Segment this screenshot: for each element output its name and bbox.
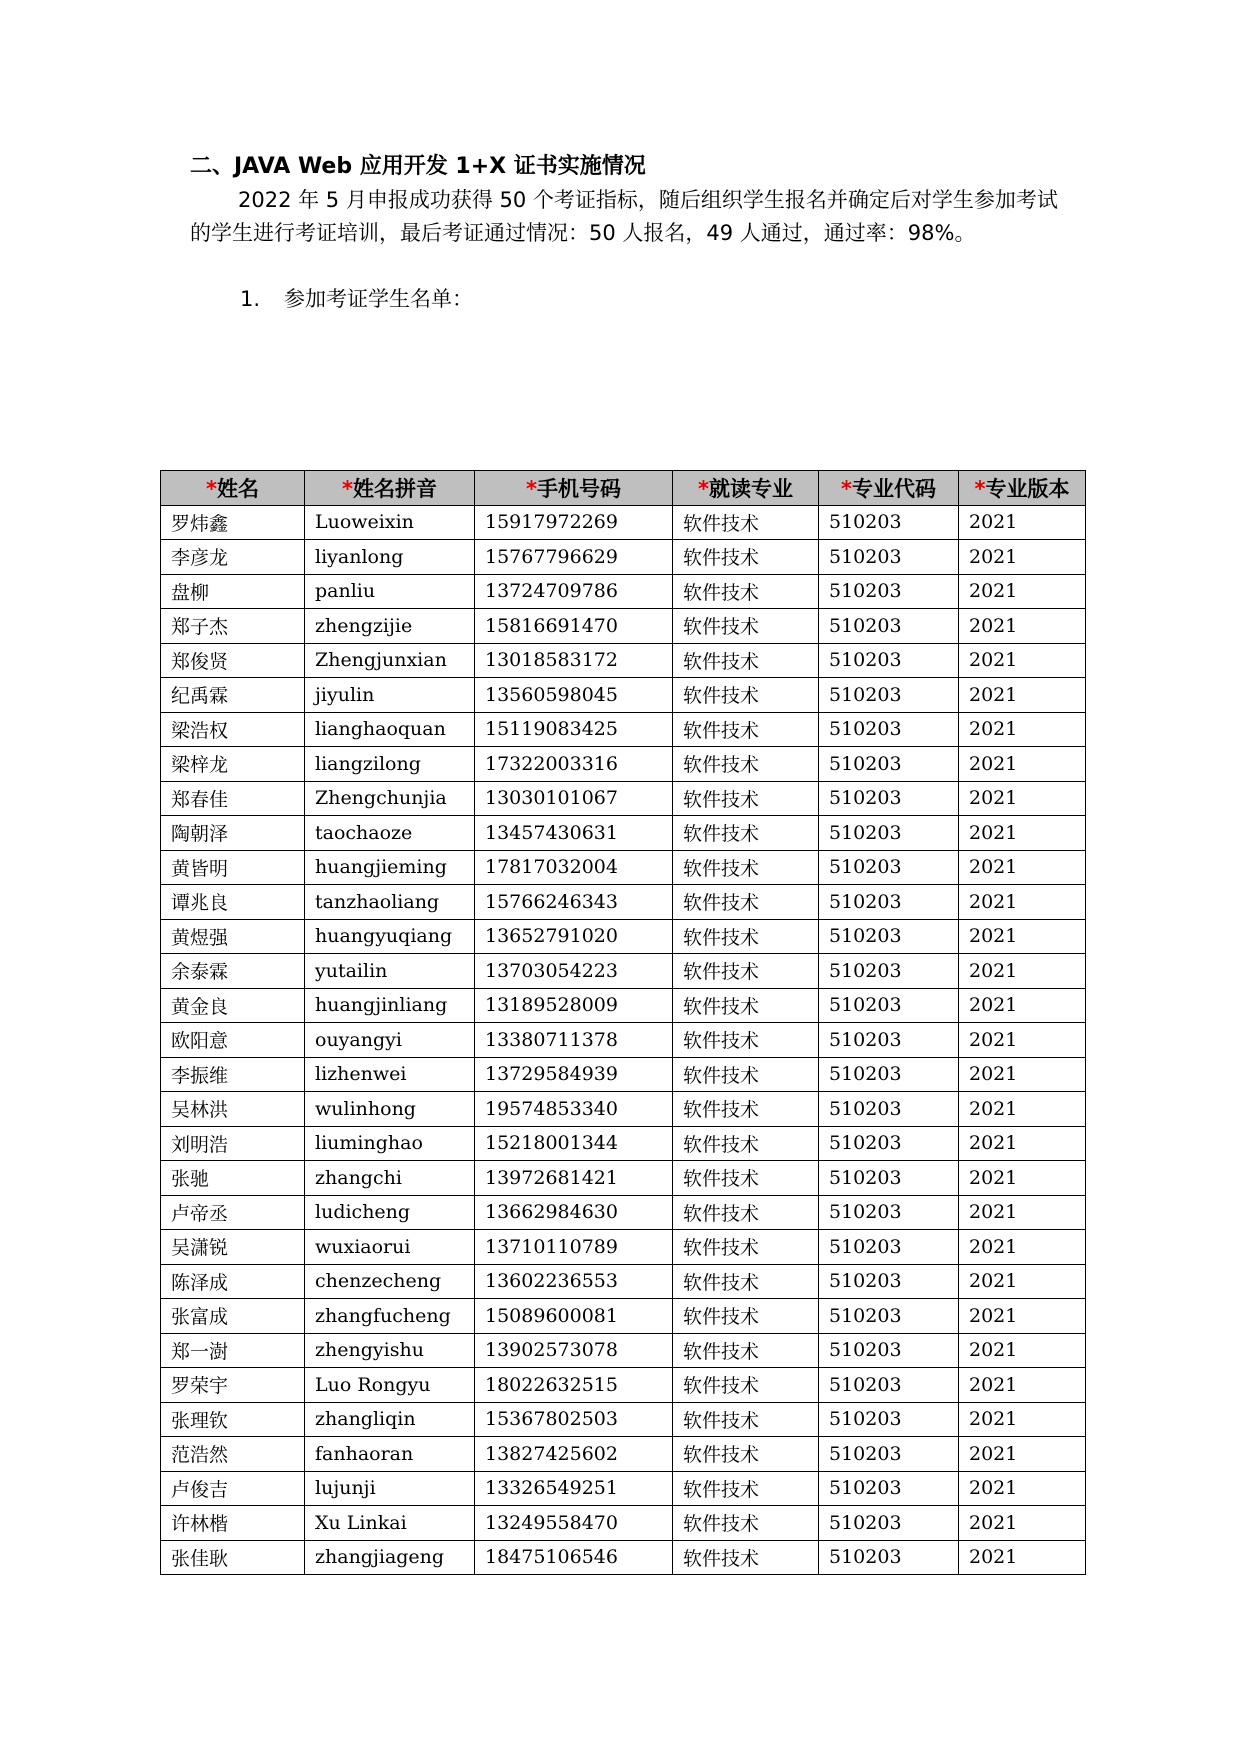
cell-name: 张佳耿 xyxy=(161,1540,305,1575)
cell-phone: 19574853340 xyxy=(475,1092,673,1127)
cell-major: 软件技术 xyxy=(673,781,819,816)
cell-major: 软件技术 xyxy=(673,1023,819,1058)
table-row xyxy=(161,1506,1086,1541)
cell-major-code: 510203 xyxy=(819,1471,959,1506)
cell-name: 许林楷 xyxy=(161,1506,305,1541)
cell-major: 软件技术 xyxy=(673,1092,819,1127)
cell-major: 软件技术 xyxy=(673,1506,819,1541)
cell-phone: 13827425602 xyxy=(475,1437,673,1472)
table-row xyxy=(161,1264,1086,1299)
cell-major-code: 510203 xyxy=(819,954,959,989)
list-item-text: 参加考证学生名单： xyxy=(284,287,473,311)
cell-major-code: 510203 xyxy=(819,540,959,575)
cell-major-code: 510203 xyxy=(819,643,959,678)
cell-name: 张理钦 xyxy=(161,1402,305,1437)
cell-name: 盘柳 xyxy=(161,574,305,609)
cell-phone: 13326549251 xyxy=(475,1471,673,1506)
table-row xyxy=(161,1471,1086,1506)
required-mark: * xyxy=(342,476,353,501)
cell-major-version: 2021 xyxy=(959,1402,1086,1437)
cell-pinyin: taochaoze xyxy=(305,816,475,851)
table-row xyxy=(161,1230,1086,1265)
cell-phone: 18022632515 xyxy=(475,1368,673,1403)
cell-major-version: 2021 xyxy=(959,1092,1086,1127)
cell-major-code: 510203 xyxy=(819,988,959,1023)
cell-major-code: 510203 xyxy=(819,1437,959,1472)
cell-pinyin: chenzecheng xyxy=(305,1264,475,1299)
cell-phone: 13724709786 xyxy=(475,574,673,609)
table-row xyxy=(161,1540,1086,1575)
cell-pinyin: Zhengchunjia xyxy=(305,781,475,816)
cell-name: 罗荣宇 xyxy=(161,1368,305,1403)
cell-major-version: 2021 xyxy=(959,1230,1086,1265)
cell-pinyin: Luo Rongyu xyxy=(305,1368,475,1403)
cell-phone: 15089600081 xyxy=(475,1299,673,1334)
cell-pinyin: wulinhong xyxy=(305,1092,475,1127)
cell-major-version: 2021 xyxy=(959,678,1086,713)
table-row xyxy=(161,540,1086,575)
cell-major-version: 2021 xyxy=(959,988,1086,1023)
cell-name: 张富成 xyxy=(161,1299,305,1334)
cell-major: 软件技术 xyxy=(673,1057,819,1092)
cell-major-version: 2021 xyxy=(959,1195,1086,1230)
cell-major-code: 510203 xyxy=(819,1161,959,1196)
table-row xyxy=(161,712,1086,747)
cell-major: 软件技术 xyxy=(673,1437,819,1472)
column-header-label: 姓名 xyxy=(216,476,259,501)
table-row xyxy=(161,1195,1086,1230)
cell-major-code: 510203 xyxy=(819,747,959,782)
cell-major: 软件技术 xyxy=(673,540,819,575)
cell-name: 郑春佳 xyxy=(161,781,305,816)
cell-name: 吴潇锐 xyxy=(161,1230,305,1265)
cell-major-version: 2021 xyxy=(959,954,1086,989)
cell-major: 软件技术 xyxy=(673,1540,819,1575)
cell-phone: 15766246343 xyxy=(475,885,673,920)
cell-major: 软件技术 xyxy=(673,919,819,954)
cell-major-code: 510203 xyxy=(819,1506,959,1541)
cell-phone: 13030101067 xyxy=(475,781,673,816)
required-mark: * xyxy=(698,476,709,501)
cell-phone: 13972681421 xyxy=(475,1161,673,1196)
cell-pinyin: Xu Linkai xyxy=(305,1506,475,1541)
cell-phone: 17817032004 xyxy=(475,850,673,885)
cell-major-code: 510203 xyxy=(819,1195,959,1230)
student-roster-table xyxy=(160,470,1086,1575)
cell-major-code: 510203 xyxy=(819,1057,959,1092)
cell-name: 欧阳意 xyxy=(161,1023,305,1058)
table-row xyxy=(161,747,1086,782)
cell-major: 软件技术 xyxy=(673,1126,819,1161)
column-header-pinyin xyxy=(305,471,475,506)
cell-major: 软件技术 xyxy=(673,988,819,1023)
cell-major-code: 510203 xyxy=(819,1023,959,1058)
cell-major-version: 2021 xyxy=(959,505,1086,540)
cell-major: 软件技术 xyxy=(673,954,819,989)
cell-major-version: 2021 xyxy=(959,816,1086,851)
cell-phone: 13018583172 xyxy=(475,643,673,678)
cell-name: 卢俊吉 xyxy=(161,1471,305,1506)
cell-major-code: 510203 xyxy=(819,850,959,885)
cell-major-version: 2021 xyxy=(959,1299,1086,1334)
cell-phone: 17322003316 xyxy=(475,747,673,782)
cell-major-code: 510203 xyxy=(819,781,959,816)
cell-major: 软件技术 xyxy=(673,643,819,678)
cell-major-code: 510203 xyxy=(819,1264,959,1299)
cell-major-version: 2021 xyxy=(959,1023,1086,1058)
cell-phone: 13380711378 xyxy=(475,1023,673,1058)
table-row xyxy=(161,816,1086,851)
cell-major: 软件技术 xyxy=(673,1471,819,1506)
cell-phone: 13662984630 xyxy=(475,1195,673,1230)
cell-major-code: 510203 xyxy=(819,885,959,920)
table-row xyxy=(161,1092,1086,1127)
cell-name: 陈泽成 xyxy=(161,1264,305,1299)
cell-major-version: 2021 xyxy=(959,1506,1086,1541)
cell-major-version: 2021 xyxy=(959,1437,1086,1472)
cell-name: 张驰 xyxy=(161,1161,305,1196)
cell-pinyin: Zhengjunxian xyxy=(305,643,475,678)
cell-name: 郑一澍 xyxy=(161,1333,305,1368)
cell-major-version: 2021 xyxy=(959,1057,1086,1092)
cell-pinyin: liyanlong xyxy=(305,540,475,575)
table-row xyxy=(161,574,1086,609)
table-row xyxy=(161,1299,1086,1334)
section-heading: 二、JAVA Web 应用开发 1+X 证书实施情况 xyxy=(190,154,646,179)
cell-name: 范浩然 xyxy=(161,1437,305,1472)
cell-name: 郑俊贤 xyxy=(161,643,305,678)
column-header-major-code xyxy=(819,471,959,506)
table-row xyxy=(161,1023,1086,1058)
table-row xyxy=(161,988,1086,1023)
table-row xyxy=(161,919,1086,954)
table-row xyxy=(161,850,1086,885)
cell-pinyin: liangzilong xyxy=(305,747,475,782)
cell-major-code: 510203 xyxy=(819,505,959,540)
cell-pinyin: fanhaoran xyxy=(305,1437,475,1472)
cell-phone: 18475106546 xyxy=(475,1540,673,1575)
cell-major-code: 510203 xyxy=(819,1540,959,1575)
table-row xyxy=(161,781,1086,816)
cell-major-version: 2021 xyxy=(959,574,1086,609)
cell-pinyin: zhengzijie xyxy=(305,609,475,644)
cell-pinyin: zhangfucheng xyxy=(305,1299,475,1334)
table-row xyxy=(161,1437,1086,1472)
cell-major-version: 2021 xyxy=(959,781,1086,816)
cell-major-code: 510203 xyxy=(819,609,959,644)
required-mark: * xyxy=(526,476,537,501)
cell-major-version: 2021 xyxy=(959,1471,1086,1506)
cell-major-code: 510203 xyxy=(819,919,959,954)
cell-phone: 13602236553 xyxy=(475,1264,673,1299)
cell-major-version: 2021 xyxy=(959,540,1086,575)
cell-major-version: 2021 xyxy=(959,643,1086,678)
cell-major: 软件技术 xyxy=(673,1368,819,1403)
cell-major-code: 510203 xyxy=(819,1368,959,1403)
cell-major-code: 510203 xyxy=(819,1299,959,1334)
table-row xyxy=(161,1126,1086,1161)
cell-major: 软件技术 xyxy=(673,1299,819,1334)
cell-major-version: 2021 xyxy=(959,1333,1086,1368)
column-header-major-version xyxy=(959,471,1086,506)
intro-paragraph xyxy=(190,184,1070,250)
cell-pinyin: huangjieming xyxy=(305,850,475,885)
cell-major-version: 2021 xyxy=(959,1161,1086,1196)
cell-name: 谭兆良 xyxy=(161,885,305,920)
cell-pinyin: ludicheng xyxy=(305,1195,475,1230)
cell-pinyin: tanzhaoliang xyxy=(305,885,475,920)
required-mark: * xyxy=(974,476,986,501)
cell-phone: 15119083425 xyxy=(475,712,673,747)
cell-name: 李振维 xyxy=(161,1057,305,1092)
table-row xyxy=(161,1402,1086,1437)
table-row xyxy=(161,609,1086,644)
cell-major: 软件技术 xyxy=(673,1264,819,1299)
cell-pinyin: lujunji xyxy=(305,1471,475,1506)
table-row xyxy=(161,1161,1086,1196)
cell-major-code: 510203 xyxy=(819,1230,959,1265)
cell-pinyin: Luoweixin xyxy=(305,505,475,540)
cell-name: 卢帝丞 xyxy=(161,1195,305,1230)
cell-pinyin: huangyuqiang xyxy=(305,919,475,954)
cell-phone: 13703054223 xyxy=(475,954,673,989)
cell-pinyin: yutailin xyxy=(305,954,475,989)
column-header-phone xyxy=(475,471,673,506)
cell-phone: 13729584939 xyxy=(475,1057,673,1092)
cell-name: 黄金良 xyxy=(161,988,305,1023)
cell-major-version: 2021 xyxy=(959,885,1086,920)
table-row xyxy=(161,1368,1086,1403)
cell-pinyin: wuxiaorui xyxy=(305,1230,475,1265)
cell-name: 李彦龙 xyxy=(161,540,305,575)
cell-pinyin: ouyangyi xyxy=(305,1023,475,1058)
table-row xyxy=(161,505,1086,540)
cell-name: 梁浩权 xyxy=(161,712,305,747)
column-header-label: 手机号码 xyxy=(536,476,621,501)
cell-major: 软件技术 xyxy=(673,747,819,782)
cell-major: 软件技术 xyxy=(673,1333,819,1368)
cell-major-code: 510203 xyxy=(819,816,959,851)
cell-phone: 13560598045 xyxy=(475,678,673,713)
cell-pinyin: jiyulin xyxy=(305,678,475,713)
column-header-label: 专业版本 xyxy=(985,476,1070,501)
required-mark: * xyxy=(206,476,217,501)
cell-major-version: 2021 xyxy=(959,747,1086,782)
cell-name: 黄皆明 xyxy=(161,850,305,885)
table-row xyxy=(161,954,1086,989)
cell-pinyin: zhangchi xyxy=(305,1161,475,1196)
cell-major: 软件技术 xyxy=(673,850,819,885)
table-row xyxy=(161,1057,1086,1092)
column-header-major xyxy=(673,471,819,506)
cell-major: 软件技术 xyxy=(673,505,819,540)
cell-pinyin: zhengyishu xyxy=(305,1333,475,1368)
cell-pinyin: lizhenwei xyxy=(305,1057,475,1092)
cell-phone: 15917972269 xyxy=(475,505,673,540)
cell-major: 软件技术 xyxy=(673,1230,819,1265)
column-header-label: 专业代码 xyxy=(851,476,936,501)
cell-major: 软件技术 xyxy=(673,712,819,747)
cell-major-version: 2021 xyxy=(959,1264,1086,1299)
cell-major-version: 2021 xyxy=(959,850,1086,885)
table-body xyxy=(161,505,1086,1575)
cell-pinyin: zhangjiageng xyxy=(305,1540,475,1575)
cell-major-version: 2021 xyxy=(959,1540,1086,1575)
cell-phone: 13249558470 xyxy=(475,1506,673,1541)
cell-major: 软件技术 xyxy=(673,678,819,713)
cell-phone: 15367802503 xyxy=(475,1402,673,1437)
cell-pinyin: zhangliqin xyxy=(305,1402,475,1437)
cell-phone: 15767796629 xyxy=(475,540,673,575)
cell-pinyin: liuminghao xyxy=(305,1126,475,1161)
cell-name: 梁梓龙 xyxy=(161,747,305,782)
cell-major-version: 2021 xyxy=(959,1126,1086,1161)
cell-name: 纪禹霖 xyxy=(161,678,305,713)
list-item-number: 1. xyxy=(240,287,261,311)
column-header-name xyxy=(161,471,305,506)
cell-name: 吴林洪 xyxy=(161,1092,305,1127)
cell-pinyin: panliu xyxy=(305,574,475,609)
cell-major: 软件技术 xyxy=(673,1402,819,1437)
cell-name: 陶朝泽 xyxy=(161,816,305,851)
cell-phone: 13457430631 xyxy=(475,816,673,851)
cell-name: 刘明浩 xyxy=(161,1126,305,1161)
cell-pinyin: huangjinliang xyxy=(305,988,475,1023)
cell-name: 余泰霖 xyxy=(161,954,305,989)
table-row xyxy=(161,678,1086,713)
cell-phone: 15816691470 xyxy=(475,609,673,644)
table-header-row xyxy=(161,471,1086,506)
table-header xyxy=(161,471,1086,506)
cell-major: 软件技术 xyxy=(673,816,819,851)
cell-phone: 15218001344 xyxy=(475,1126,673,1161)
column-header-label: 就读专业 xyxy=(708,476,793,501)
intro-paragraph-text: 2022 年 5 月申报成功获得 50 个考证指标，随后组织学生报名并确定后对学生参加考试的学生进行考证培训，最后考证通过情况：50 人报名，49 人通过，通过率：98%。 xyxy=(190,188,1058,245)
cell-major: 软件技术 xyxy=(673,1161,819,1196)
cell-major-code: 510203 xyxy=(819,712,959,747)
cell-pinyin: lianghaoquan xyxy=(305,712,475,747)
cell-major-code: 510203 xyxy=(819,574,959,609)
cell-phone: 13902573078 xyxy=(475,1333,673,1368)
list-item-student-roster xyxy=(240,283,473,316)
cell-major: 软件技术 xyxy=(673,1195,819,1230)
required-mark: * xyxy=(841,476,852,501)
table-row xyxy=(161,1333,1086,1368)
cell-major-code: 510203 xyxy=(819,1126,959,1161)
cell-major-code: 510203 xyxy=(819,1092,959,1127)
cell-major-version: 2021 xyxy=(959,712,1086,747)
cell-major-version: 2021 xyxy=(959,609,1086,644)
table-row xyxy=(161,643,1086,678)
cell-major-code: 510203 xyxy=(819,678,959,713)
cell-major: 软件技术 xyxy=(673,609,819,644)
cell-name: 罗炜鑫 xyxy=(161,505,305,540)
cell-phone: 13652791020 xyxy=(475,919,673,954)
cell-major: 软件技术 xyxy=(673,885,819,920)
cell-major-code: 510203 xyxy=(819,1402,959,1437)
cell-major-code: 510203 xyxy=(819,1333,959,1368)
table-row xyxy=(161,885,1086,920)
column-header-label: 姓名拼音 xyxy=(352,476,437,501)
cell-phone: 13710110789 xyxy=(475,1230,673,1265)
cell-name: 郑子杰 xyxy=(161,609,305,644)
cell-phone: 13189528009 xyxy=(475,988,673,1023)
cell-major-version: 2021 xyxy=(959,919,1086,954)
cell-major-version: 2021 xyxy=(959,1368,1086,1403)
cell-name: 黄煜强 xyxy=(161,919,305,954)
cell-major: 软件技术 xyxy=(673,574,819,609)
